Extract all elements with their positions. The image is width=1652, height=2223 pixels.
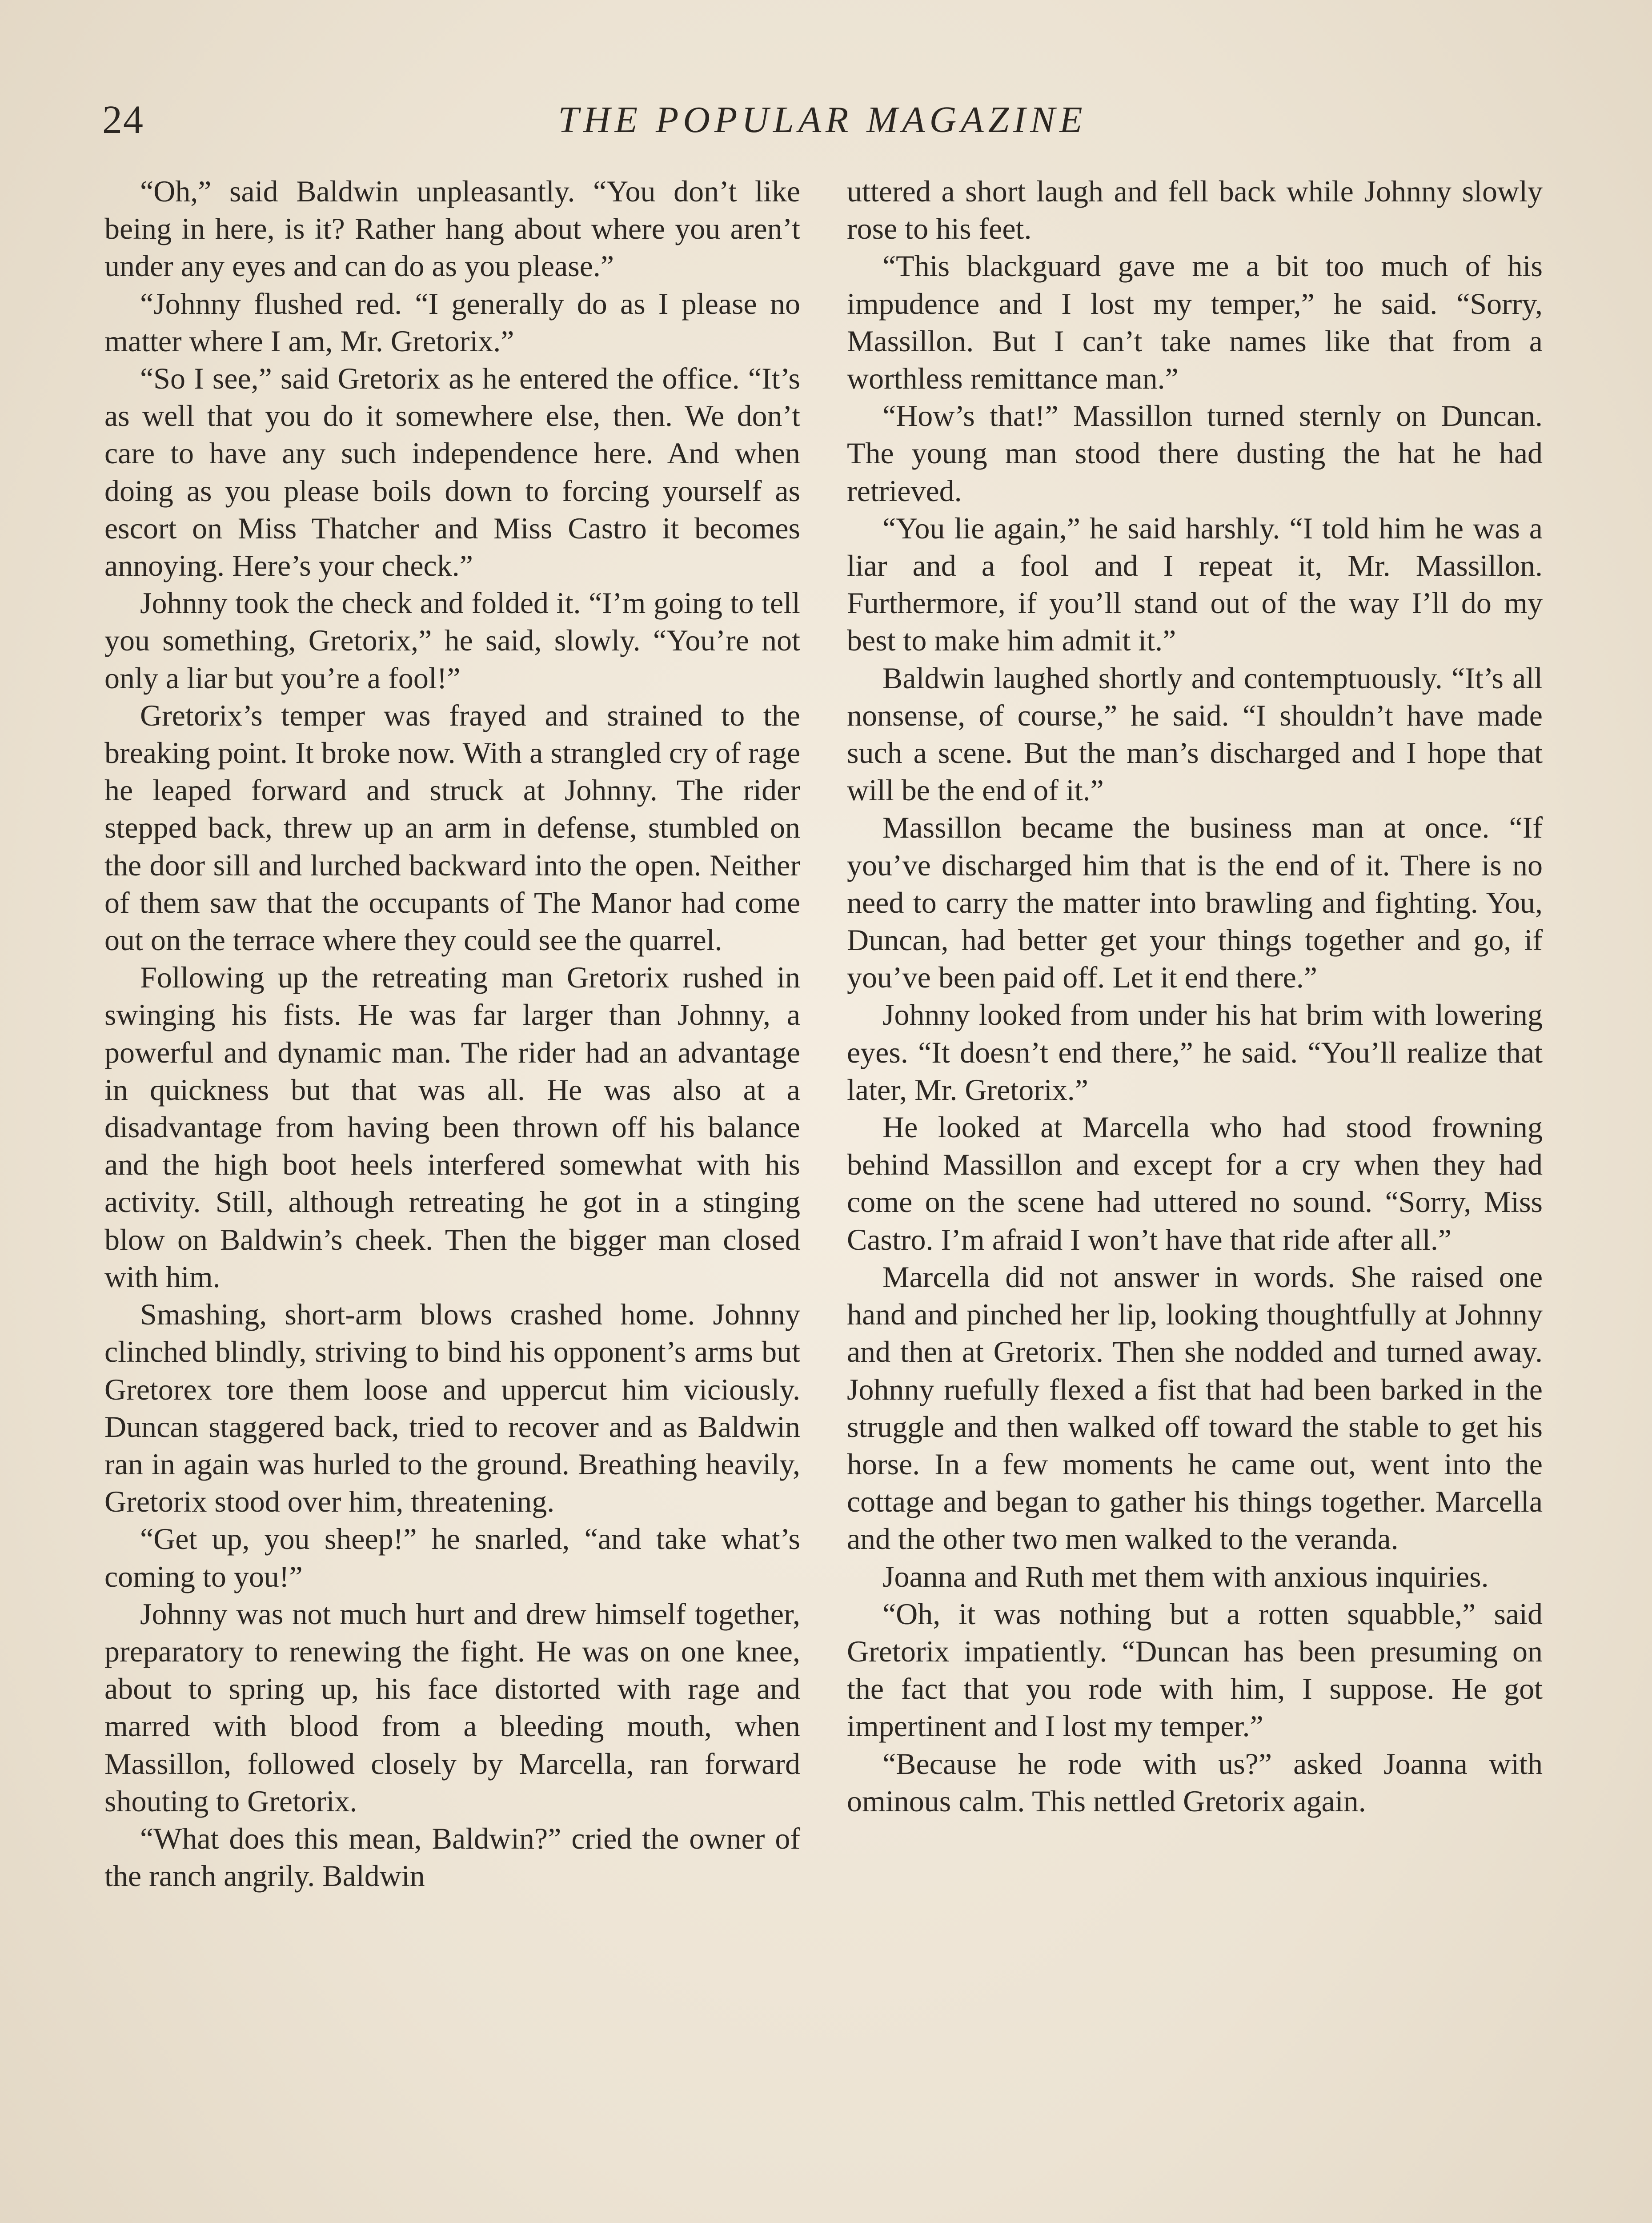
page-header xyxy=(102,91,1543,149)
paragraph: “This blackguard gave me a bit too much of his impudence and I lost my temper,” he said. “Sorry, Massillon. But I can’t take names like that from a worthless remittance man.” xyxy=(847,249,1543,396)
paragraph: Following up the retreating man Gretorix rushed in swinging his fists. He was far larger than Johnny, a powerful and dynamic man. The rider had an advantage in quickness but that was all. He was also at a disadvantage from having been thrown off his balance and the high boot heels interfered somewhat with his activity. Still, although retreating he got in a stinging blow on Baldwin’s cheek. Then the bigger man closed with him. xyxy=(104,960,800,1294)
paragraph: “You lie again,” he said harshly. “I told him he was a liar and a fool and I repeat it, Mr. Massillon. Furthermore, if you’ll stand out of the way I’ll do my best to make him admit it.” xyxy=(847,511,1543,658)
paragraph: “Johnny flushed red. “I generally do as I please no matter where I am, Mr. Gretorix.” xyxy=(104,286,800,358)
right-column xyxy=(847,173,1543,1820)
paragraph: Johnny looked from under his hat brim with lowering eyes. “It doesn’t end there,” he said. “You’ll realize that later, Mr. Gretorix.” xyxy=(847,998,1543,1107)
paragraph: Smashing, short-arm blows crashed home. Johnny clinched blindly, striving to bind his opponent’s arms but Gretorex tore them loose and uppercut him viciously. Duncan staggered back, tried to recover and as Baldwin ran in again was hurled to the ground. Breathing heavily, Gretorix stood over him, threatening. xyxy=(104,1297,800,1519)
paragraph: Marcella did not answer in words. She raised one hand and pinched her lip, looking thoughtfully at Johnny and then at Gretorix. Then she nodded and turned away. Johnny ruefully flexed a fist that had been barked in the struggle and then walked off toward the stable to get his horse. In a few moments he came out, went into the cottage and began to gather his things together. Marcella and the other two men walked to the veranda. xyxy=(847,1260,1543,1556)
paragraph: “How’s that!” Massillon turned sternly on Duncan. The young man stood there dusting the hat he had retrieved. xyxy=(847,399,1543,508)
paragraph: “Because he rode with us?” asked Joanna with ominous calm. This nettled Gretorix again. xyxy=(847,1746,1543,1818)
paragraph: Joanna and Ruth met them with anxious inquiries. xyxy=(882,1559,1489,1593)
left-column xyxy=(104,173,800,1894)
paragraph: Massillon became the business man at once. “If you’ve discharged him that is the end of it. There is no need to carry the matter into brawling and fighting. You, Duncan, had better get your things together and go, if you’ve been paid off. Let it end there.” xyxy=(847,811,1543,995)
paragraph: Johnny was not much hurt and drew himself together, preparatory to renewing the fight. He was on one knee, about to spring up, his face distorted with rage and marred with blood from a bleeding mouth, when Massillon, followed closely by Marcella, ran forward shouting to Gretorix. xyxy=(104,1597,800,1818)
paragraph: Johnny took the check and folded it. “I’m going to tell you something, Gretorix,” he said, slowly. “You’re not only a liar but you’re a fool!” xyxy=(104,586,800,695)
paragraph: “So I see,” said Gretorix as he entered the office. “It’s as well that you do it somewhere else, then. We don’t care to have any such independence here. And when doing as you please boils down to forcing yourself as escort on Miss Thatcher and Miss Castro it becomes annoying. Here’s your check.” xyxy=(104,361,800,583)
paragraph: Gretorix’s temper was frayed and strained to the breaking point. It broke now. With a strangled cry of rage he leaped forward and struck at Johnny. The rider stepped back, threw up an arm in defense, stumbled on the door sill and lurched backward into the open. Neither of them saw that the occupants of The Manor had come out on the terrace where they could see the quarrel. xyxy=(104,698,800,957)
page-number: 24 xyxy=(102,98,144,142)
paragraph-continuation: uttered a short laugh and fell back while Johnny slowly rose to his feet. xyxy=(847,174,1543,246)
paragraph: “Oh,” said Baldwin unpleasantly. “You don’t like being in here, is it? Rather hang about where you aren’t under any eyes and can do as you please.” xyxy=(104,174,800,283)
running-head: THE POPULAR MAGAZINE xyxy=(558,99,1087,140)
paragraph: He looked at Marcella who had stood frowning behind Massillon and except for a cry when they had come on the scene had uttered no sound. “Sorry, Miss Castro. I’m afraid I won’t have that ride after all.” xyxy=(847,1110,1543,1256)
paragraph: “Get up, you sheep!” he snarled, “and take what’s coming to you!” xyxy=(104,1522,800,1593)
paragraph: “Oh, it was nothing but a rotten squabble,” said Gretorix impatiently. “Duncan has been presuming on the fact that you rode with him, I suppose. He got impertinent and I lost my temper.” xyxy=(847,1597,1543,1743)
paragraph: “What does this mean, Baldwin?” cried the owner of the ranch angrily. Baldwin xyxy=(104,1821,800,1893)
paragraph: Baldwin laughed shortly and contemptuously. “It’s all nonsense, of course,” he said. “I shouldn’t have made such a scene. But the man’s discharged and I hope that will be the end of it.” xyxy=(847,661,1543,807)
